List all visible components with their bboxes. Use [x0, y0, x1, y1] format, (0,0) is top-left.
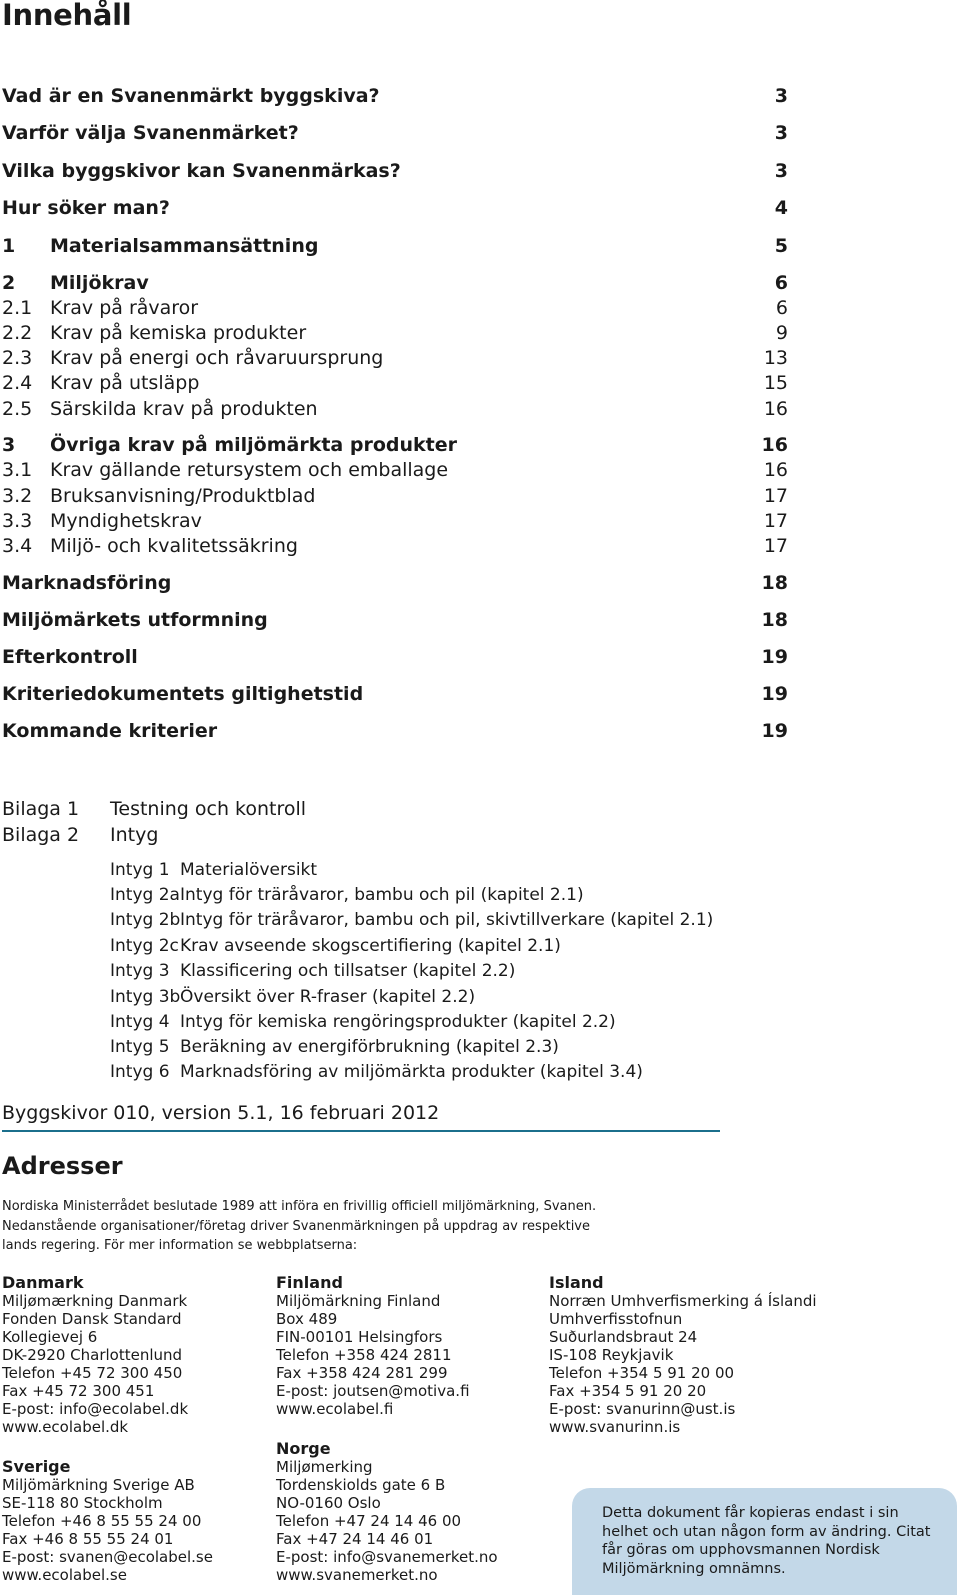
country-heading: Norge	[276, 1439, 331, 1458]
toc-number: 3	[2, 434, 16, 456]
address-line: Miljømærkning Danmark	[2, 1292, 188, 1310]
toc-page: 17	[763, 535, 788, 557]
certificate-code: Intyg 1	[110, 860, 170, 880]
address-line: Fax +46 8 55 55 24 01	[2, 1530, 174, 1548]
certificate-title: Intyg för träråvaror, bambu och pil (kapitel 2.1)	[180, 885, 584, 905]
certificate-row	[110, 883, 710, 907]
toc-row	[2, 432, 788, 458]
toc-number: 2.5	[2, 398, 33, 420]
address-line: Kollegievej 6	[2, 1328, 98, 1346]
toc-row	[2, 644, 788, 670]
divider	[2, 1130, 720, 1132]
address-line: NO-0160 Oslo	[276, 1494, 381, 1512]
address-sverige	[2, 1458, 213, 1584]
toc-page: 4	[774, 197, 788, 219]
appendix-row	[0, 822, 700, 848]
address-line: Fax +47 24 14 46 01	[276, 1530, 434, 1548]
copyright-notice: Detta dokument får kopieras endast i sin helhet och utan någon form av ändring. Citat får göras om upphovsmannen Nordisk Miljömärkning omnämns.	[572, 1488, 957, 1595]
toc-label: Miljökrav	[50, 272, 149, 294]
certificate-title: Översikt över R-fraser (kapitel 2.2)	[180, 987, 476, 1007]
toc-page: 13	[763, 347, 788, 369]
address-line: Telefon +354 5 91 20 00	[549, 1364, 735, 1382]
address-line: Telefon +47 24 14 46 00	[276, 1512, 462, 1530]
toc-number: 3.4	[2, 535, 33, 557]
toc-label: Krav på kemiska produkter	[50, 322, 307, 344]
toc-label: Krav gällande retursystem och emballage	[50, 459, 449, 481]
toc-page: 19	[761, 683, 788, 705]
address-finland	[276, 1274, 470, 1418]
toc-page: 18	[761, 609, 788, 631]
certificate-title: Intyg för kemiska rengöringsprodukter (kapitel 2.2)	[180, 1012, 616, 1032]
toc-row	[2, 120, 788, 146]
toc-label: Marknadsföring	[2, 572, 172, 594]
toc-row	[2, 457, 788, 483]
toc-number: 3.1	[2, 459, 33, 481]
certificate-title: Krav avseende skogscertifiering (kapitel 2.1)	[180, 936, 561, 956]
address-line: DK-2920 Charlottenlund	[2, 1346, 183, 1364]
toc-label: Krav på utsläpp	[50, 372, 200, 394]
toc-page: 16	[763, 398, 788, 420]
toc-page: 19	[761, 720, 788, 742]
toc-page: 16	[761, 434, 788, 456]
toc-label: Myndighetskrav	[50, 510, 202, 532]
address-line: E-post: info@svanemerket.no	[276, 1548, 498, 1566]
toc-label: Krav på råvaror	[50, 297, 199, 319]
address-line: FIN-00101 Helsingfors	[276, 1328, 443, 1346]
certificate-code: Intyg 3	[110, 961, 170, 981]
address-line: Telefon +358 424 2811	[276, 1346, 452, 1364]
toc-row	[2, 508, 788, 534]
toc-page: 17	[763, 510, 788, 532]
toc-label: Övriga krav på miljömärkta produkter	[50, 434, 457, 456]
certificate-row	[110, 1035, 710, 1059]
toc-label: Miljö- och kvalitetssäkring	[50, 535, 298, 557]
toc-number: 2.4	[2, 372, 33, 394]
address-island	[549, 1274, 817, 1436]
address-line: Umhverfisstofnun	[549, 1310, 683, 1328]
certificate-row	[110, 1060, 710, 1084]
address-line: Miljömärkning Sverige AB	[2, 1476, 195, 1494]
appendix-title: Testning och kontroll	[110, 798, 307, 820]
certificate-code: Intyg 6	[110, 1062, 170, 1082]
toc-row	[2, 370, 788, 396]
toc-row	[2, 483, 788, 509]
toc-row	[2, 83, 788, 109]
address-line: Norræn Umhverfismerking á Íslandi	[549, 1292, 817, 1310]
certificate-code: Intyg 5	[110, 1037, 170, 1057]
toc-number: 1	[2, 235, 16, 257]
toc-row	[2, 396, 788, 422]
address-line: Fonden Dansk Standard	[2, 1310, 182, 1328]
toc-label: Vad är en Svanenmärkt byggskiva?	[2, 85, 380, 107]
certificate-title: Beräkning av energiförbrukning (kapitel 2.3)	[180, 1037, 559, 1057]
country-heading: Island	[549, 1273, 604, 1292]
certificate-title: Klassificering och tillsatser (kapitel 2.2)	[180, 961, 516, 981]
appendix-label: Bilaga 1	[2, 798, 80, 820]
toc-label: Kriteriedokumentets giltighetstid	[2, 683, 364, 705]
address-line: Miljömärkning Finland	[276, 1292, 441, 1310]
toc-row	[2, 681, 788, 707]
toc-page: 9	[775, 322, 788, 344]
toc-label: Vilka byggskivor kan Svanenmärkas?	[2, 160, 401, 182]
toc-row	[2, 345, 788, 371]
country-heading: Danmark	[2, 1273, 84, 1292]
toc-row	[2, 195, 788, 221]
toc-label: Efterkontroll	[2, 646, 138, 668]
certificate-title: Intyg för träråvaror, bambu och pil, skivtillverkare (kapitel 2.1)	[180, 910, 714, 930]
toc-page: 17	[763, 485, 788, 507]
toc-number: 2.1	[2, 297, 33, 319]
certificate-row	[110, 959, 710, 983]
toc-row	[2, 570, 788, 596]
certificate-row	[110, 858, 710, 882]
toc-page: 6	[774, 272, 788, 294]
certificate-row	[110, 985, 710, 1009]
toc-row	[2, 607, 788, 633]
toc-row	[2, 533, 788, 559]
address-line: E-post: info@ecolabel.dk	[2, 1400, 189, 1418]
certificate-code: Intyg 4	[110, 1012, 170, 1032]
toc-number: 2.3	[2, 347, 33, 369]
certificate-code: Intyg 2b	[110, 910, 181, 930]
toc-page: 5	[774, 235, 788, 257]
toc-page: 15	[763, 372, 788, 394]
toc-label: Särskilda krav på produkten	[50, 398, 318, 420]
page-title: Innehåll	[2, 0, 132, 32]
toc-number: 2	[2, 272, 16, 294]
toc-number: 3.3	[2, 510, 33, 532]
address-line: Fax +354 5 91 20 20	[549, 1382, 707, 1400]
address-line: Miljømerking	[276, 1458, 373, 1476]
address-line: E-post: svanen@ecolabel.se	[2, 1548, 213, 1566]
certificate-code: Intyg 2a	[110, 885, 180, 905]
toc-number: 2.2	[2, 322, 33, 344]
address-line: Fax +358 424 281 299	[276, 1364, 448, 1382]
toc-page: 6	[775, 297, 788, 319]
address-line: E-post: joutsen@motiva.fi	[276, 1382, 470, 1400]
country-heading: Finland	[276, 1273, 343, 1292]
toc-page: 3	[774, 85, 788, 107]
toc-page: 3	[774, 160, 788, 182]
address-line: www.ecolabel.se	[2, 1566, 127, 1584]
toc-label: Varför välja Svanenmärket?	[2, 122, 299, 144]
address-line: Tordenskiolds gate 6 B	[276, 1476, 446, 1494]
toc-page: 19	[761, 646, 788, 668]
appendix-row	[0, 796, 700, 822]
document-version: Byggskivor 010, version 5.1, 16 februari 2012	[2, 1102, 440, 1124]
toc-label: Krav på energi och råvaruursprung	[50, 347, 384, 369]
certificate-title: Materialöversikt	[180, 860, 318, 880]
address-line: E-post: svanurinn@ust.is	[549, 1400, 736, 1418]
certificate-code: Intyg 3b	[110, 987, 181, 1007]
address-line: Telefon +45 72 300 450	[2, 1364, 183, 1382]
certificate-row	[110, 908, 714, 932]
country-heading: Sverige	[2, 1457, 71, 1476]
address-norge	[276, 1440, 498, 1584]
address-line: www.svanemerket.no	[276, 1566, 438, 1584]
toc-label: Bruksanvisning/Produktblad	[50, 485, 316, 507]
toc-page: 3	[774, 122, 788, 144]
addresses-intro: Nordiska Ministerrådet beslutade 1989 att införa en frivillig officiell miljömärkning, Svanen. Nedanstående organisationer/företag driver Svanenmärkningen på uppdrag av respektive lands regering. För mer information se webbplatserna:	[2, 1199, 597, 1253]
toc-row	[2, 270, 788, 296]
toc-label: Miljömärkets utformning	[2, 609, 268, 631]
certificate-code: Intyg 2c	[110, 936, 179, 956]
toc-label: Materialsammansättning	[50, 235, 319, 257]
address-line: Box 489	[276, 1310, 338, 1328]
certificate-row	[110, 1010, 710, 1034]
address-line: Fax +45 72 300 451	[2, 1382, 155, 1400]
toc-label: Kommande kriterier	[2, 720, 218, 742]
address-line: www.ecolabel.fi	[276, 1400, 394, 1418]
address-line: Telefon +46 8 55 55 24 00	[2, 1512, 202, 1530]
appendix-title: Intyg	[110, 824, 159, 846]
address-danmark	[2, 1274, 188, 1436]
toc-page: 18	[761, 572, 788, 594]
address-line: www.ecolabel.dk	[2, 1418, 129, 1436]
toc-row	[2, 233, 788, 259]
toc-row	[2, 295, 788, 321]
toc-row	[2, 158, 788, 184]
toc-row	[2, 320, 788, 346]
address-line: SE-118 80 Stockholm	[2, 1494, 163, 1512]
appendix-label: Bilaga 2	[2, 824, 80, 846]
certificate-title: Marknadsföring av miljömärkta produkter (kapitel 3.4)	[180, 1062, 643, 1082]
toc-row	[2, 718, 788, 744]
toc-label: Hur söker man?	[2, 197, 170, 219]
toc-number: 3.2	[2, 485, 33, 507]
address-line: www.svanurinn.is	[549, 1418, 681, 1436]
addresses-heading: Adresser	[2, 1152, 123, 1180]
toc-page: 16	[763, 459, 788, 481]
address-line: IS-108 Reykjavik	[549, 1346, 674, 1364]
address-line: Suðurlandsbraut 24	[549, 1328, 698, 1346]
certificate-row	[110, 934, 710, 958]
